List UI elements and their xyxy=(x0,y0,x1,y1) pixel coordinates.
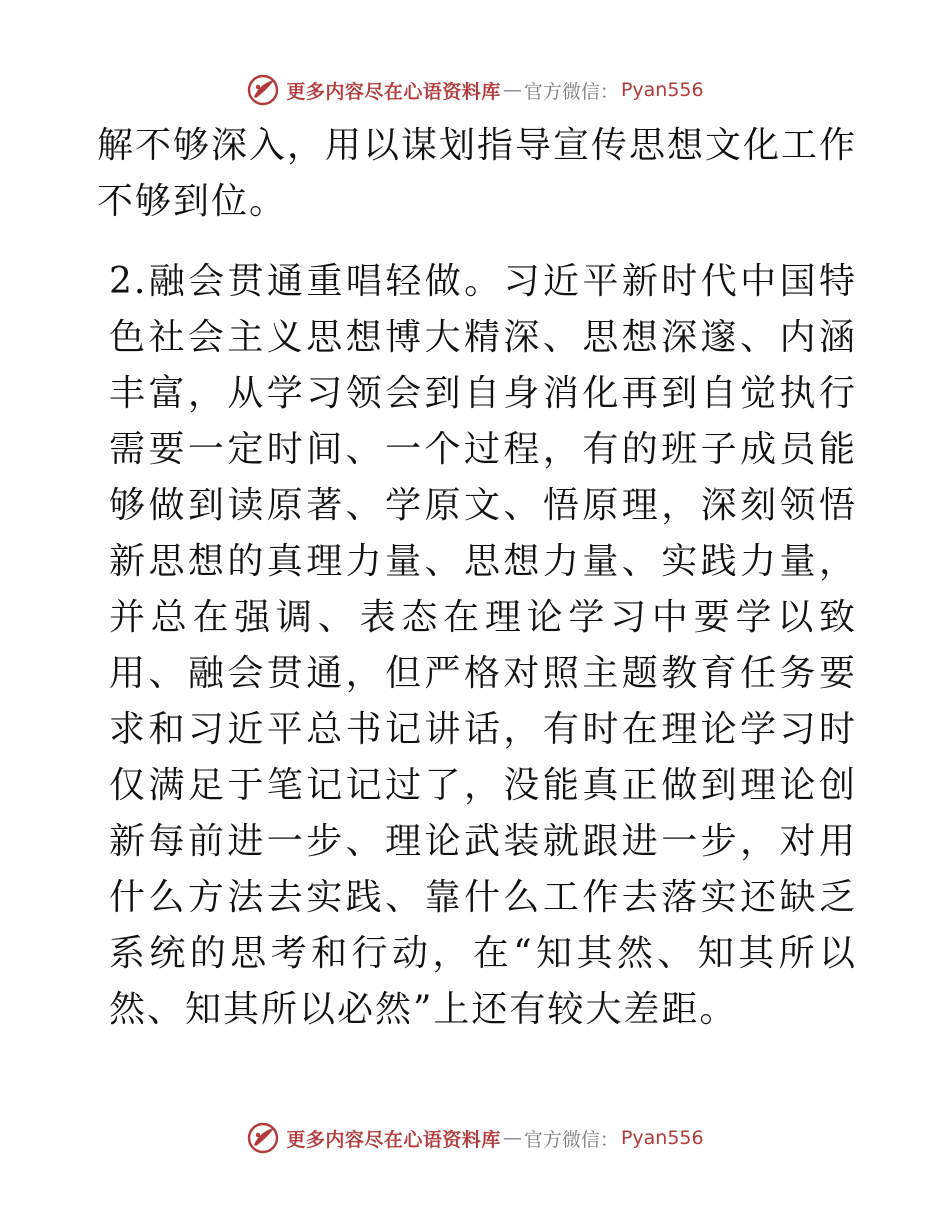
watermark-wechat-id: Pyan556 xyxy=(620,1127,704,1149)
paragraph-continuation: 解不够深入，用以谋划指导宣传思想文化工作不够到位。 xyxy=(97,125,858,222)
paragraph-point-2: 2.融会贯通重唱轻做。习近平新时代中国特色社会主义思想博大精深、思想深邃、内涵丰富，从学习领会到自身消化再到自觉执行需要一定时间、一个过程，有的班子成员能够做到读原著、学原文、悟原理，深刻领悟新思想的真理力量、思想力量、实践力量，并总在强调、表态在理论学习中要学以致用、融会贯通，但严格对照主题教育任务要求和习近平总书记讲话，有时在理论学习时仅满足于笔记记过了，没能真正做到理论创新每前进一步、理论武装就跟进一步，对用什么方法去实践、靠什么工作去落实还缺乏系统的思考和行动，在“知其然、知其所以然、知其所以必然”上还有较大差距。 xyxy=(109,261,857,1030)
header-watermark xyxy=(0,70,950,110)
watermark-wechat-label: 官方微信： xyxy=(523,80,619,103)
watermark-wechat-label: 官方微信： xyxy=(523,1128,619,1151)
document-body xyxy=(97,118,857,1038)
watermark-wechat-id: Pyan556 xyxy=(620,79,704,101)
watermark-dash: — xyxy=(502,79,522,101)
quill-logo-icon xyxy=(246,73,280,107)
quill-logo-icon xyxy=(246,1121,280,1155)
footer-watermark xyxy=(0,1118,950,1158)
watermark-main-text: 更多内容尽在心语资料库 xyxy=(286,1128,501,1151)
watermark-main-text: 更多内容尽在心语资料库 xyxy=(286,80,501,103)
watermark-dash: — xyxy=(502,1127,522,1149)
